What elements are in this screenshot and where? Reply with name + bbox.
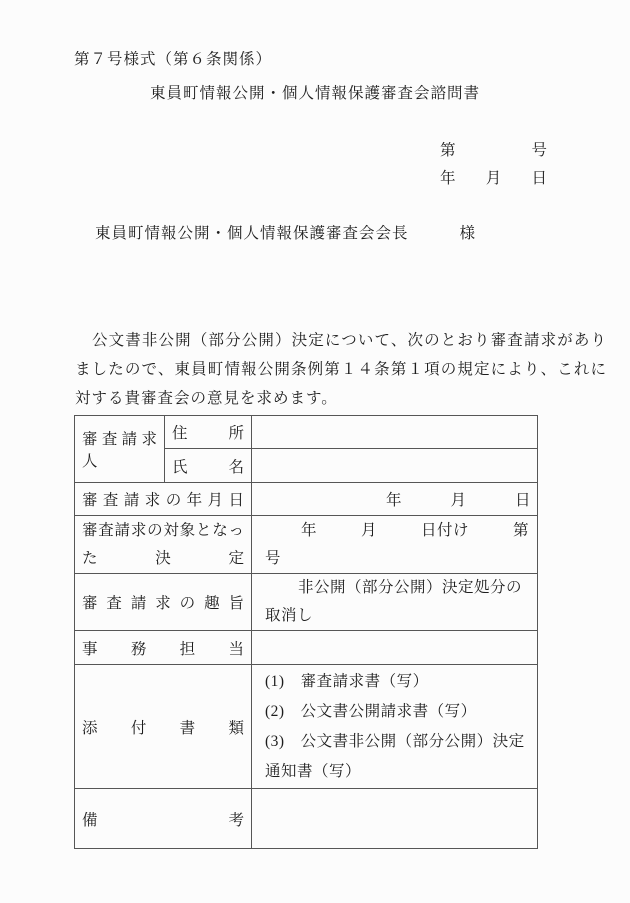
decision-year-label: 年 <box>301 521 318 539</box>
table-row-purport <box>75 574 538 631</box>
remarks-value-cell <box>252 789 538 849</box>
document-number-line <box>440 138 548 160</box>
claimant-label-cell: 審査請求人 <box>75 416 165 483</box>
decision-number-suffix: 号 <box>265 549 282 567</box>
decision-value-cell <box>252 516 538 574</box>
purport-value-line1: 非公開（部分公開）決定処分の <box>298 579 523 596</box>
attachments-label-cell: 添付書類 <box>75 665 252 789</box>
table-row-request-date <box>75 483 538 516</box>
attachments-value-cell <box>252 665 538 789</box>
request-date-label-cell: 審査請求の年月日 <box>75 483 252 516</box>
attachment-item-3-wrap: 通知書（写） <box>265 762 362 780</box>
addressee-line <box>95 221 476 243</box>
office-label-cell: 事務担当 <box>75 631 252 665</box>
attachment-item-1: (1) 審査請求書（写） <box>265 672 429 690</box>
attachment-item-2: (2) 公文書公開請求書（写） <box>265 702 477 720</box>
name-label-cell: 氏名 <box>165 449 252 483</box>
address-label-cell: 住所 <box>165 416 252 449</box>
date-day-label: 日 <box>531 170 548 187</box>
table-row-decision <box>75 516 538 574</box>
date-year-label: 年 <box>440 170 457 187</box>
office-value-cell <box>252 631 538 665</box>
request-date-day-label: 日 <box>514 492 531 509</box>
decision-number-prefix: 第 <box>512 521 529 539</box>
purport-value-line2: 取消し <box>265 607 314 624</box>
purport-label-cell: 審査請求の趣旨 <box>75 574 252 631</box>
address-value-cell <box>252 416 538 449</box>
table-row-claimant-address <box>75 416 538 449</box>
attachment-item-3: (3) 公文書非公開（部分公開）決定 <box>265 732 525 750</box>
decision-label-cell <box>75 516 252 574</box>
table-row-remarks <box>75 789 538 849</box>
request-date-year-label: 年 <box>386 492 403 509</box>
table-row-office <box>75 631 538 665</box>
table-row-attachments <box>75 665 538 789</box>
decision-label-line2: た決定 <box>82 549 244 567</box>
doc-number-prefix: 第 <box>440 142 457 159</box>
purport-value-cell <box>252 574 538 631</box>
addressee-honorific: 様 <box>459 225 477 242</box>
document-date-line <box>440 166 548 188</box>
request-date-value-cell <box>252 483 538 516</box>
date-month-label: 月 <box>485 170 503 187</box>
form-number: 第７号様式（第６条関係） <box>74 51 273 68</box>
decision-date-suffix: 日付け <box>420 521 469 539</box>
document-title: 東員町情報公開・個人情報保護審査会諮問書 <box>149 85 480 102</box>
decision-label-line1: 審査請求の対象となっ <box>82 521 244 539</box>
name-value-cell <box>252 449 538 483</box>
body-paragraph: 公文書非公開（部分公開）決定について、次のとおり審査請求がありましたので、東員町情報公開条例第１４条第１項の規定により、これに対する貴審査会の意見を求めます。 <box>75 332 607 407</box>
request-date-month-label: 月 <box>450 492 467 509</box>
doc-number-suffix: 号 <box>531 142 548 159</box>
addressee-name: 東員町情報公開・個人情報保護審査会会長 <box>95 225 409 242</box>
decision-month-label: 月 <box>360 521 377 539</box>
remarks-label-cell: 備考 <box>75 789 252 849</box>
consultation-table <box>74 415 538 849</box>
